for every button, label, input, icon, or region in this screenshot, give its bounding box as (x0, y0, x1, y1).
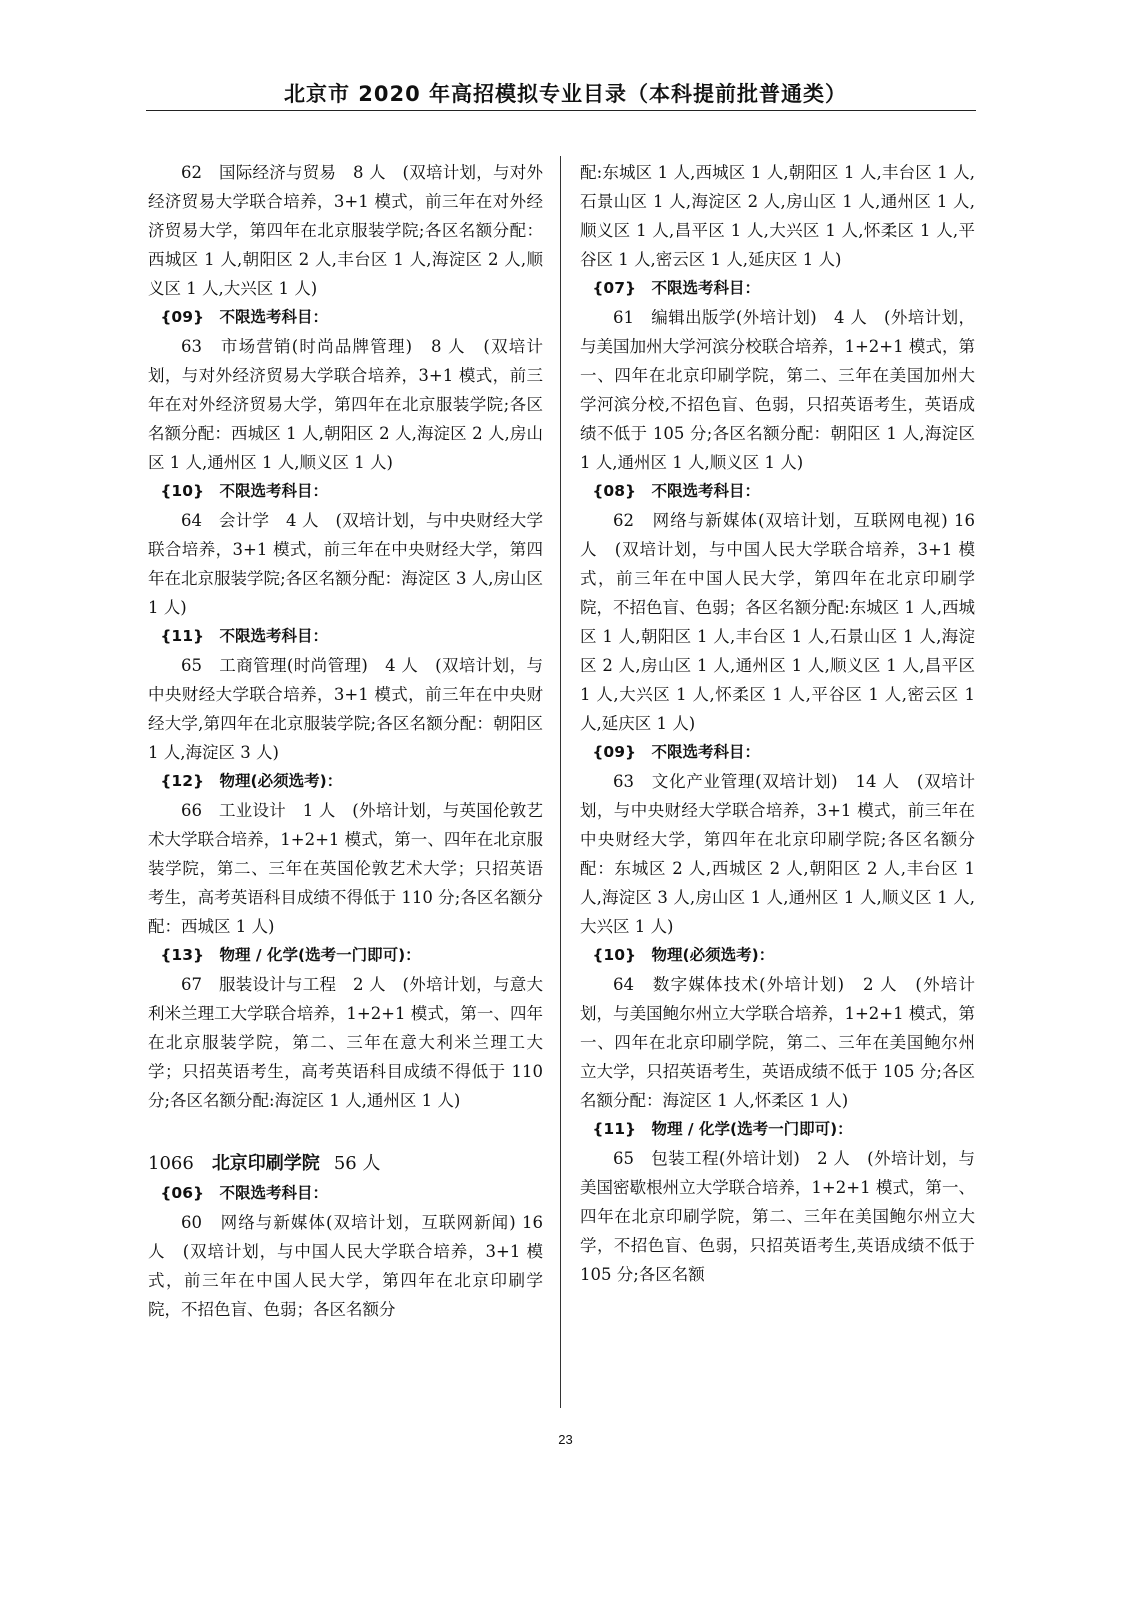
major-entry-65: 65 工商管理(时尚管理) 4 人 (双培计划，与中央财经大学联合培养，3+1 模式，前三年在中央财经大学,第四年在北京服装学院;各区名额分配：朝阳区 1 人,海淀区 3 人) (148, 656, 543, 762)
header-rule (146, 110, 976, 111)
major-entry-62-right: 62 网络与新媒体(双培计划，互联网电视) 16 人 (双培计划，与中国人民大学联合培养，3+1 模式，前三年在中国人民大学，第四年在北京印刷学院，不招色盲、色弱；各区名额分配:东城区 1 人,西城区 1 人,朝阳区 1 人,丰台区 1 人,石景山区 1 人,海淀区 2 人,房山区 1 人,通州区 1 人,顺义区 1 人,昌平区 1 人,大兴区 1 人,怀柔区 1 人,平谷区 1 人,密云区 1 人,延庆区 1 人) (580, 511, 975, 733)
major-entry-65-right: 65 包装工程(外培计划) 2 人 (外培计划，与美国密歇根州立大学联合培养，1+2+1 模式，第一、四年在北京印刷学院，第二、三年在美国鲍尔州立大学，不招色盲、色弱，只招英语考生,英语成绩不低于 105 分;各区名额 (580, 1149, 975, 1284)
subject-group-08: {08} 不限选考科目： (592, 482, 761, 500)
major-entry-60-continued: 配:东城区 1 人,西城区 1 人,朝阳区 1 人,丰台区 1 人,石景山区 1 人,海淀区 2 人,房山区 1 人,通州区 1 人,顺义区 1 人,昌平区 1 人,大兴区 1 人,怀柔区 1 人,平谷区 1 人,密云区 1 人,延庆区 1 人) (580, 163, 975, 269)
subject-group-13: {13} 物理 / 化学(选考一门即可)： (160, 946, 421, 964)
subject-group-10-right: {10} 物理(必须选考)： (592, 946, 775, 964)
page-number: 23 (558, 1432, 573, 1447)
right-column (580, 158, 975, 1289)
major-entry-60: 60 网络与新媒体(双培计划，互联网新闻) 16 人 (双培计划，与中国人民大学联合培养，3+1 模式，前三年在中国人民大学，第四年在北京印刷学院，不招色盲、色弱；各区名额分 (148, 1213, 543, 1319)
major-entry-64: 64 会计学 4 人 (双培计划，与中央财经大学联合培养，3+1 模式，前三年在中央财经大学，第四年在北京服装学院;各区名额分配：海淀区 3 人,房山区 1 人) (148, 511, 543, 617)
subject-group-11: {11} 不限选考科目： (160, 627, 329, 645)
major-entry-61: 61 编辑出版学(外培计划) 4 人 (外培计划，与美国加州大学河滨分校联合培养，1+2+1 模式，第一、四年在北京印刷学院，第二、三年在美国加州大学河滨分校,不招色盲、色弱，只招英语考生，英语成绩不低于 105 分;各区名额分配：朝阳区 1 人,海淀区 1 人,通州区 1 人,顺义区 1 人) (580, 308, 975, 472)
major-entry-63-right: 63 文化产业管理(双培计划) 14 人 (双培计划，与中央财经大学联合培养，3+1 模式，前三年在中央财经大学，第四年在北京印刷学院;各区名额分配：东城区 2 人,西城区 2 人,朝阳区 2 人,丰台区 1 人,海淀区 3 人,房山区 1 人,通州区 1 人,顺义区 1 人,大兴区 1 人) (580, 772, 975, 936)
subject-group-12: {12} 物理(必须选考)： (160, 772, 343, 790)
major-entry-67: 67 服装设计与工程 2 人 (外培计划，与意大利米兰理工大学联合培养，1+2+1 模式，第一、四年在北京服装学院，第二、三年在意大利米兰理工大学；只招英语考生，高考英语科目成绩不得低于 110 分;各区名额分配:海淀区 1 人,通州区 1 人) (148, 975, 543, 1110)
subject-group-06: {06} 不限选考科目： (160, 1184, 329, 1202)
page-title: 北京市 2020 年高招模拟专业目录（本科提前批普通类） (283, 82, 848, 106)
subject-group-07: {07} 不限选考科目： (592, 279, 761, 297)
subject-group-09: {09} 不限选考科目： (160, 308, 329, 326)
subject-group-10: {10} 不限选考科目： (160, 482, 329, 500)
school-code: 1066 (148, 1153, 194, 1174)
school-heading (148, 1149, 543, 1179)
subject-group-11-right: {11} 物理 / 化学(选考一门即可)： (592, 1120, 853, 1138)
subject-group-09-right: {09} 不限选考科目： (592, 743, 761, 761)
school-quota: 56 人 (333, 1153, 381, 1174)
column-divider (560, 156, 561, 1408)
major-entry-63: 63 市场营销(时尚品牌管理) 8 人 (双培计划，与对外经济贸易大学联合培养，3+1 模式，前三年在对外经济贸易大学，第四年在北京服装学院;各区名额分配：西城区 1 人,朝阳区 2 人,海淀区 2 人,房山区 1 人,通州区 1 人,顺义区 1 人) (148, 337, 543, 472)
major-entry-66: 66 工业设计 1 人 (外培计划，与英国伦敦艺术大学联合培养，1+2+1 模式，第一、四年在北京服装学院，第二、三年在英国伦敦艺术大学；只招英语考生，高考英语科目成绩不得低于 110 分;各区名额分配：西城区 1 人) (148, 801, 543, 936)
left-column (148, 158, 543, 1324)
major-entry-64-right: 64 数字媒体技术(外培计划) 2 人 (外培计划，与美国鲍尔州立大学联合培养，1+2+1 模式，第一、四年在北京印刷学院，第二、三年在美国鲍尔州立大学，只招英语考生，英语成绩不低于 105 分;各区名额分配：海淀区 1 人,怀柔区 1 人) (580, 975, 975, 1110)
major-entry-62: 62 国际经济与贸易 8 人 (双培计划，与对外经济贸易大学联合培养，3+1 模式，前三年在对外经济贸易大学，第四年在北京服装学院;各区名额分配：西城区 1 人,朝阳区 2 人,丰台区 1 人,海淀区 2 人,顺义区 1 人,大兴区 1 人) (148, 163, 543, 298)
school-name: 北京印刷学院 (211, 1153, 320, 1174)
